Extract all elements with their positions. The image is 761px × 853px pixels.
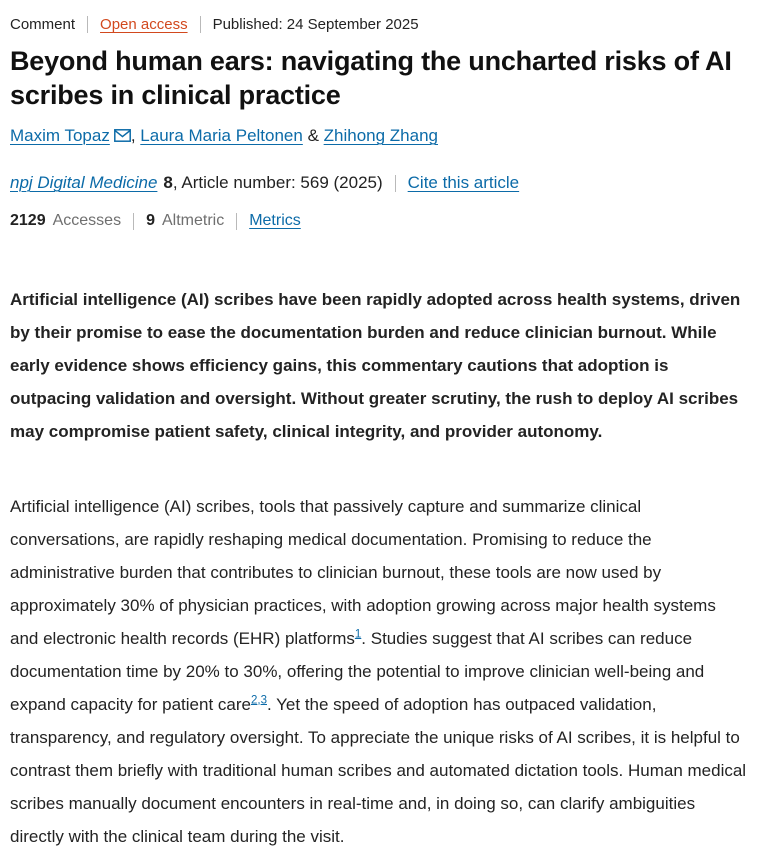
- accesses-label: Accesses: [52, 212, 122, 229]
- body-paragraph: [10, 490, 747, 853]
- reference-comma: ,: [257, 694, 261, 707]
- altmetric-label: Altmetric: [161, 212, 225, 229]
- author-separator: ,: [130, 126, 141, 145]
- altmetric-count: 9: [146, 212, 155, 229]
- metrics-row: [10, 212, 747, 230]
- published-date-label: Published: 24 September 2025: [212, 16, 419, 33]
- separator: [133, 213, 134, 230]
- body-text-segment: . Studies suggest that AI scribes can reduce documentation time by 20% to 30%, offering the potential to improve clinician well-being and expand capacity for patient care: [10, 629, 705, 714]
- article-meta-bar: [10, 16, 747, 33]
- article-type-label: Comment: [10, 16, 76, 33]
- open-access-link[interactable]: Open access: [100, 16, 188, 33]
- separator: [236, 213, 237, 230]
- separator: [87, 16, 88, 33]
- metrics-link[interactable]: Metrics: [249, 212, 301, 229]
- authors-row: [10, 126, 747, 147]
- author-link-laura-maria-peltonen[interactable]: Laura Maria Peltonen: [140, 126, 303, 145]
- abstract-paragraph: Artificial intelligence (AI) scribes have been rapidly adopted across health systems, driven by their promise to ease the documentation burden and reduce clinician burnout. While early evidence shows efficiency gains, this commentary cautions that adoption is outpacing validation and oversight. Without greater scrutiny, the rush to deploy AI scribes may compromise patient safety, clinical integrity, and provider autonomy.: [10, 290, 741, 441]
- envelope-icon[interactable]: [114, 127, 131, 146]
- author-link-zhihong-zhang[interactable]: Zhihong Zhang: [323, 126, 439, 145]
- body-text-segment: . Yet the speed of adoption has outpaced validation, transparency, and regulatory oversight. To appreciate the unique risks of AI scribes, it is helpful to contrast them briefly with traditional human scribes and automated dictation tools. Human medical scribes manually document encounters in real-time and, in: [10, 695, 747, 813]
- journal-citation-row: [10, 173, 747, 193]
- author-separator: &: [302, 126, 324, 145]
- body-text-segment: Artificial intelligence (AI) scribes, tools that passively capture and summarize clinical conversations, are rapidly reshaping medical documentation. Promising to reduce the administrative burden that contributes to clinician burnout, these tools are now used by approximately 30% of physician practices, with adoption growing across major health systems and electronic health records (EHR) platforms: [10, 497, 716, 648]
- body-text-segment-clipped: doing so, can clarify ambiguities directly with the clinical team during the visit.: [10, 794, 696, 846]
- reference-link-1[interactable]: 1: [354, 628, 362, 641]
- journal-volume: 8: [163, 173, 173, 192]
- author-link-maxim-topaz[interactable]: Maxim Topaz: [10, 126, 110, 145]
- journal-link[interactable]: npj Digital Medicine: [10, 173, 158, 192]
- separator: [395, 175, 396, 192]
- article-number-label: , Article number: 569 (2025): [172, 173, 383, 192]
- reference-link-3[interactable]: 3: [260, 694, 267, 707]
- reference-link-2[interactable]: 2: [250, 694, 258, 707]
- article-title: Beyond human ears: navigating the uncharted risks of AI scribes in clinical practice: [10, 46, 732, 110]
- cite-this-article-link[interactable]: Cite this article: [407, 173, 520, 192]
- separator: [200, 16, 201, 33]
- accesses-count: 2129: [10, 212, 46, 229]
